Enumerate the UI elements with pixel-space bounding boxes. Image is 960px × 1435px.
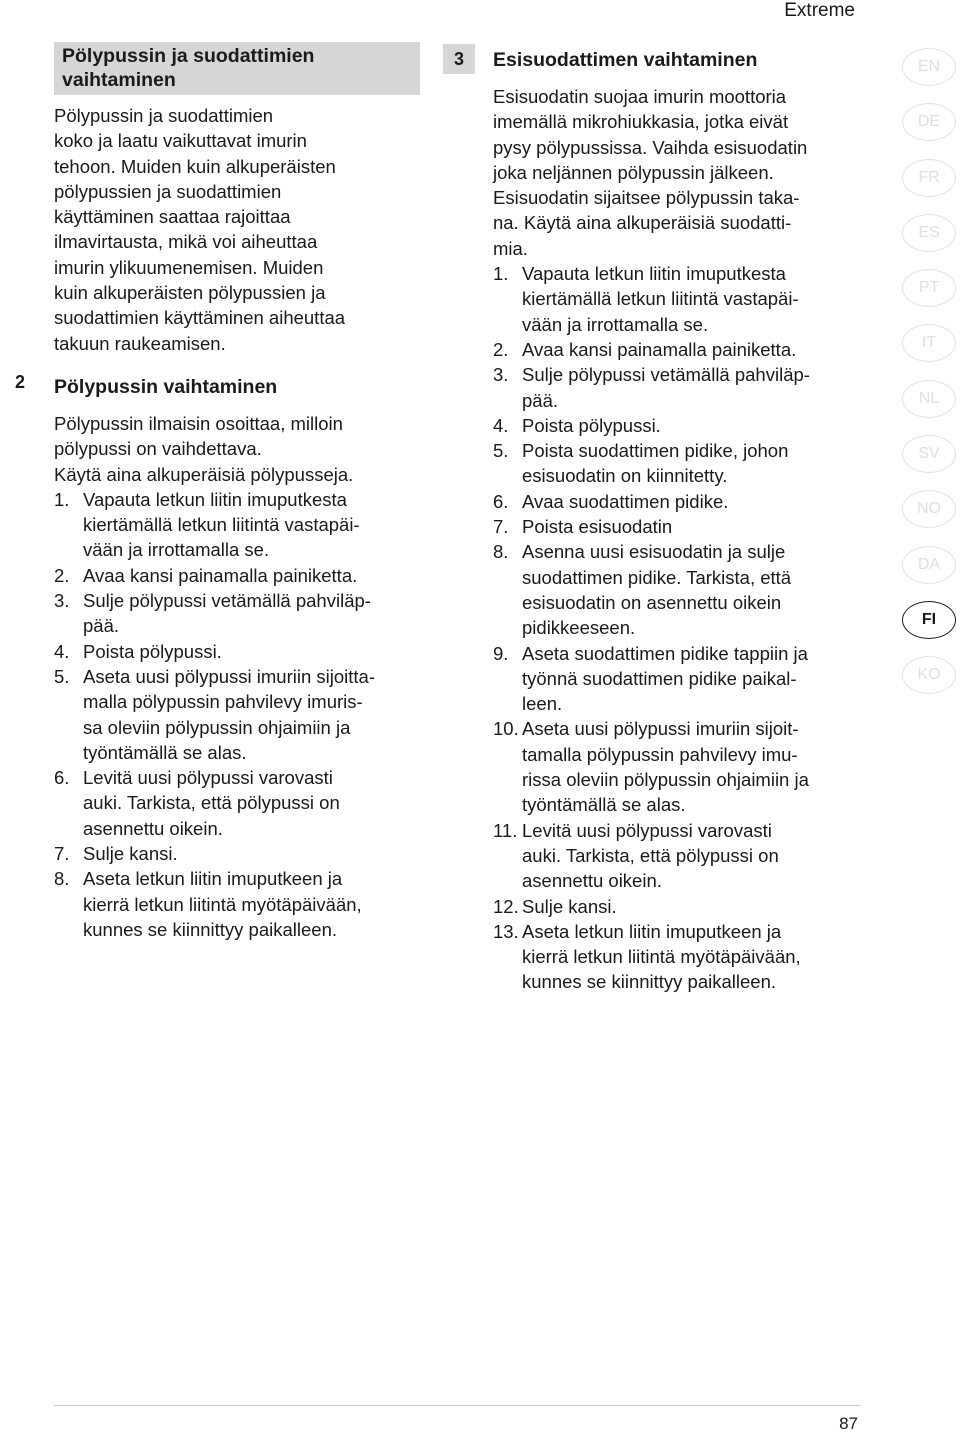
step-item (54, 841, 426, 866)
intro-line: Esisuodatin suojaa imurin moottoria (493, 86, 787, 107)
language-tab-de[interactable]: DE (902, 103, 956, 141)
step-number: 3. (493, 364, 509, 386)
step-number: 7. (493, 516, 509, 538)
step-item (493, 716, 873, 817)
step-item (54, 487, 426, 563)
section-heading-dust-bag: Pölypussin vaihtaminen (54, 375, 278, 398)
step-text-line: esisuodatin on asennettu oikein (522, 591, 782, 613)
step-text-line: kunnes se kiinnittyy paikalleen. (83, 918, 338, 940)
section-intro-line: Käytä aina alkuperäisiä pölypusseja. (54, 463, 354, 485)
step-text-line: Vapauta letkun liitin imuputkesta (522, 263, 786, 285)
intro-line: takuun raukeamisen. (54, 332, 226, 354)
language-tab-sv[interactable]: SV (902, 435, 956, 473)
step-number: 9. (493, 642, 509, 664)
section-heading-prefilter: Esisuodattimen vaihtaminen (493, 49, 758, 71)
step-text-line: Avaa kansi painamalla painiketta. (522, 338, 797, 360)
step-text-line: Aseta letkun liitin imuputkeen ja (522, 920, 782, 942)
language-tab-ko[interactable]: KO (902, 656, 956, 694)
language-tab-it[interactable]: IT (902, 324, 956, 362)
step-text-line: Avaa kansi painamalla painiketta. (83, 564, 358, 586)
step-text-line: Aseta uusi pölypussi imuriin sijoitta- (83, 665, 376, 687)
step-item (493, 919, 873, 995)
step-text-line: auki. Tarkista, että pölypussi on (522, 844, 779, 866)
step-text-line: kiertämällä letkun liitintä vastapäi- (83, 514, 360, 536)
intro-line: Pölypussin ja suodattimien (54, 105, 274, 126)
step-text-line: Levitä uusi pölypussi varovasti (522, 819, 772, 841)
step-item (54, 639, 426, 664)
dust-bag-steps (54, 487, 426, 942)
step-text-line: asennettu oikein. (83, 817, 223, 839)
step-item (493, 818, 873, 894)
step-item (54, 588, 426, 639)
step-item (493, 261, 873, 337)
step-item (493, 337, 873, 362)
intro-line: joka neljännen pölypussin jälkeen. (493, 161, 774, 183)
step-text-line: Avaa suodattimen pidike. (522, 490, 729, 512)
main-section-heading: Pölypussin ja suodattimien vaihtaminen (54, 42, 420, 95)
step-item (493, 413, 873, 438)
intro-line: mia. (493, 237, 528, 259)
step-text-line: rissa oleviin pölypussin ohjaimiin ja (522, 769, 809, 791)
step-text-line: malla pölypussin pahvilevy imuris- (83, 691, 363, 713)
step-text-line: Sulje kansi. (522, 895, 617, 917)
language-tab-es[interactable]: ES (902, 214, 956, 252)
left-column (54, 42, 426, 942)
intro-line: koko ja laatu vaikuttavat imurin (54, 130, 307, 152)
step-text-line: työntämällä se alas. (83, 741, 247, 763)
step-text-line: tamalla pölypussin pahvilevy imu- (522, 743, 798, 765)
step-number: 11. (493, 819, 518, 841)
step-text-line: auki. Tarkista, että pölypussi on (83, 792, 340, 814)
step-text-line: esisuodatin on kiinnitetty. (522, 465, 728, 487)
step-item (493, 514, 873, 539)
intro-line: suodattimien käyttäminen aiheuttaa (54, 307, 346, 329)
step-text-line: Poista suodattimen pidike, johon (522, 440, 789, 462)
step-text-line: pää. (83, 615, 120, 637)
step-text-line: Aseta suodattimen pidike tappiin ja (522, 642, 808, 664)
step-number: 6. (493, 490, 509, 512)
language-tab-en[interactable]: EN (902, 48, 956, 86)
step-number: 4. (493, 414, 509, 436)
step-text-line: kunnes se kiinnittyy paikalleen. (522, 971, 777, 993)
step-text-line: sa oleviin pölypussin ohjaimiin ja (83, 716, 351, 738)
document-title: Extreme (784, 0, 855, 21)
step-text-line: Vapauta letkun liitin imuputkesta (83, 488, 347, 510)
right-column (493, 84, 873, 995)
step-item (493, 894, 873, 919)
intro-line: imemällä mikrohiukkasia, jotka eivät (493, 111, 789, 133)
language-tab-nl[interactable]: NL (902, 380, 956, 418)
step-number: 13. (493, 920, 519, 942)
intro-line: kuin alkuperäisten pölypussien ja (54, 282, 326, 304)
intro-paragraph (54, 103, 426, 356)
step-text-line: kierrä letkun liitintä myötäpäivään, (83, 893, 362, 915)
section-number-2: 2 (15, 372, 26, 392)
intro-line: tehoon. Muiden kuin alkuperäisten (54, 155, 336, 177)
step-item (493, 362, 873, 413)
intro-line: käyttäminen saattaa rajoittaa (54, 206, 291, 228)
footer-divider (54, 1405, 860, 1406)
step-number: 12. (493, 895, 519, 917)
prefilter-steps (493, 261, 873, 995)
step-text-line: asennettu oikein. (522, 870, 662, 892)
step-number: 5. (54, 665, 70, 687)
language-tab-da[interactable]: DA (902, 546, 956, 584)
step-number: 1. (493, 263, 509, 285)
step-number: 10. (493, 718, 519, 740)
step-text-line: vään ja irrottamalla se. (522, 313, 709, 335)
step-number: 7. (54, 843, 70, 865)
language-tab-fr[interactable]: FR (902, 159, 956, 197)
step-text-line: leen. (522, 693, 563, 715)
step-text-line: Aseta letkun liitin imuputkeen ja (83, 868, 343, 890)
step-item (493, 641, 873, 717)
step-number: 6. (54, 767, 70, 789)
step-text-line: työnnä suodattimen pidike paikal- (522, 667, 797, 689)
prefilter-intro-paragraph (493, 84, 873, 261)
language-tab-pt[interactable]: PT (902, 269, 956, 307)
section-intro-paragraph (54, 411, 426, 487)
step-number: 2. (54, 564, 70, 586)
step-number: 3. (54, 590, 70, 612)
step-text-line: kiertämällä letkun liitintä vastapäi- (522, 288, 799, 310)
step-text-line: Poista pölypussi. (522, 414, 661, 436)
language-tabs (902, 48, 958, 712)
step-text-line: pidikkeeseen. (522, 617, 636, 639)
step-text-line: Poista pölypussi. (83, 640, 222, 662)
step-number: 4. (54, 640, 70, 662)
step-text-line: Asenna uusi esisuodatin ja sulje (522, 541, 786, 563)
page-number: 87 (839, 1414, 858, 1433)
step-text-line: työntämällä se alas. (522, 794, 686, 816)
step-text-line: Aseta uusi pölypussi imuriin sijoit- (522, 718, 799, 740)
intro-line: imurin ylikuumenemisen. Muiden (54, 256, 324, 278)
step-text-line: pää. (522, 389, 559, 411)
step-number: 1. (54, 488, 70, 510)
section-intro-line: pölypussi on vaihdettava. (54, 438, 262, 460)
language-tab-no[interactable]: NO (902, 490, 956, 528)
intro-line: na. Käytä aina alkuperäisiä suodatti- (493, 212, 792, 234)
step-item (493, 489, 873, 514)
step-text-line: Sulje kansi. (83, 843, 178, 865)
step-text-line: Poista esisuodatin (522, 516, 673, 538)
step-item (54, 664, 426, 765)
intro-line: pölypussien ja suodattimien (54, 180, 282, 202)
intro-line: pysy pölypussissa. Vaihda esisuodatin (493, 136, 808, 158)
step-number: 8. (54, 868, 70, 890)
step-text-line: Levitä uusi pölypussi varovasti (83, 767, 333, 789)
step-text-line: Sulje pölypussi vetämällä pahviläp- (83, 590, 371, 612)
step-text-line: suodattimen pidike. Tarkista, että (522, 566, 792, 588)
step-item (54, 765, 426, 841)
intro-line: ilmavirtausta, mikä voi aiheuttaa (54, 231, 318, 253)
intro-line: Esisuodatin sijaitsee pölypussin taka- (493, 187, 800, 209)
step-text-line: vään ja irrottamalla se. (83, 539, 270, 561)
step-number: 5. (493, 440, 509, 462)
step-item (54, 866, 426, 942)
step-number: 8. (493, 541, 509, 563)
step-text-line: Sulje pölypussi vetämällä pahviläp- (522, 364, 810, 386)
step-item (493, 438, 873, 489)
step-item (54, 563, 426, 588)
step-item (493, 539, 873, 640)
step-number: 2. (493, 338, 509, 360)
language-tab-fi[interactable]: FI (902, 601, 956, 639)
section-intro-line: Pölypussin ilmaisin osoittaa, milloin (54, 412, 343, 434)
section-number-3: 3 (443, 44, 475, 74)
step-text-line: kierrä letkun liitintä myötäpäivään, (522, 946, 801, 968)
